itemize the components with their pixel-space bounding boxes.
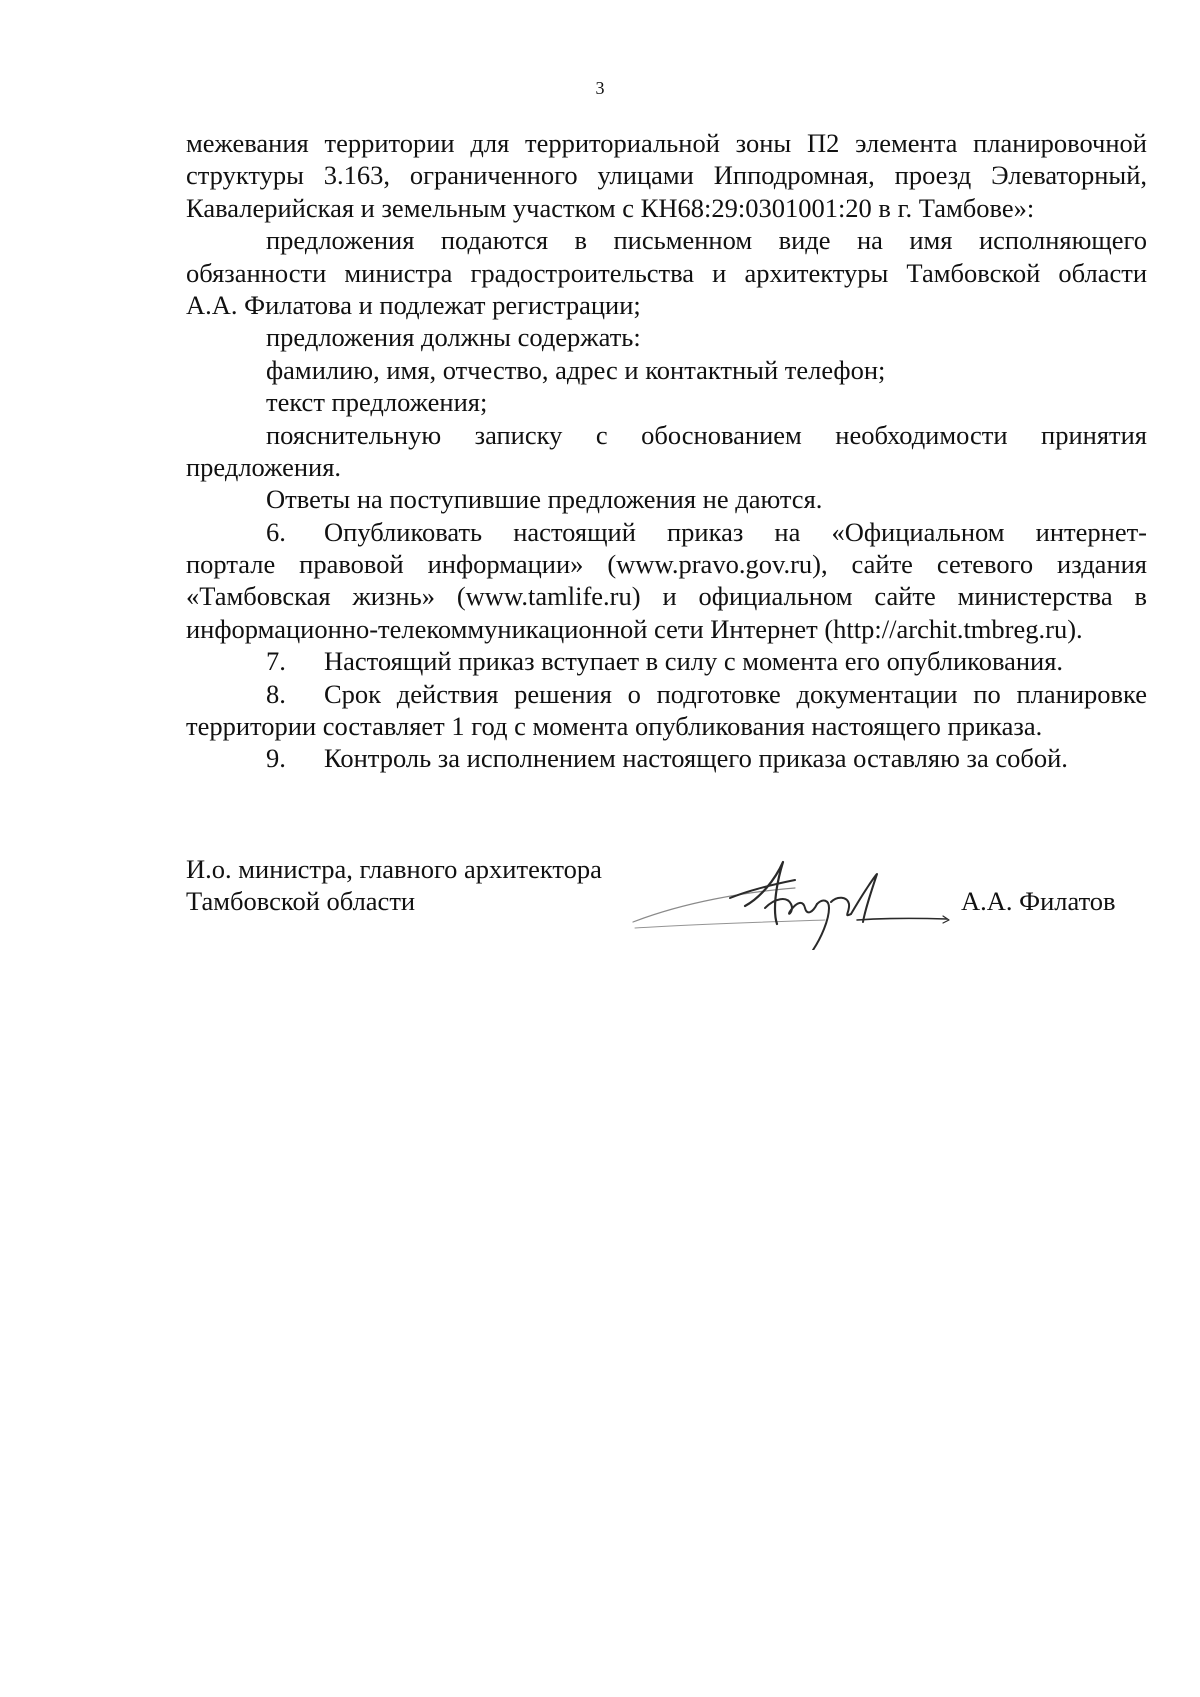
text-line: Опубликовать настоящий приказ на «Официальном интернет-	[324, 516, 1147, 547]
item-number: 8.	[266, 678, 286, 709]
text-line: структуры 3.163, ограниченного улицами Ипподромная, проезд Элеваторный,	[186, 160, 1147, 191]
page-number: 3	[595, 78, 605, 98]
numbered-item-6	[186, 516, 1147, 548]
item-number: 9.	[266, 743, 286, 774]
signatory-title-line: Тамбовской области	[186, 886, 416, 917]
text-line: информационно-телекоммуникационной сети Интернет (http://archit.tmbreg.ru).	[186, 613, 1083, 644]
text-line: Срок действия решения о подготовке документации по планировке	[324, 678, 1147, 709]
text-line: Контроль за исполнением настоящего приказа оставляю за собой.	[324, 743, 1068, 774]
numbered-item-9	[186, 742, 1147, 774]
signatory-title	[186, 853, 602, 918]
text-line: обязанности министра градостроительства и архитектуры Тамбовской области	[186, 257, 1147, 288]
text-line: Кавалерийская и земельным участком с КН68:29:0301001:20 в г. Тамбове»:	[186, 192, 1035, 223]
signatory-name: А.А. Филатов	[961, 886, 1116, 916]
text-line: пояснительную записку с обоснованием необходимости принятия	[266, 419, 1147, 450]
handwritten-signature	[625, 840, 955, 950]
text-line: «Тамбовская жизнь» (www.tamlife.ru) и официальном сайте министерства в	[186, 581, 1147, 612]
signatory-title-line: И.о. министра, главного архитектора	[186, 854, 602, 884]
text-line: текст предложения;	[266, 387, 488, 418]
text-line: фамилию, имя, отчество, адрес и контактный телефон;	[266, 354, 886, 385]
text-line: Настоящий приказ вступает в силу с момента его опубликования.	[324, 646, 1064, 677]
numbered-item-8	[186, 678, 1147, 710]
text-line: предложения подаются в письменном виде на имя исполняющего	[266, 225, 1147, 256]
numbered-item-7	[186, 645, 1147, 677]
item-number: 7.	[266, 646, 286, 677]
text-line: предложения.	[186, 451, 342, 482]
text-line: межевания территории для территориальной зоны П2 элемента планировочной	[186, 128, 1147, 158]
document-body	[186, 127, 1147, 775]
text-line: территории составляет 1 год с момента опубликования настоящего приказа.	[186, 711, 1043, 742]
text-line: предложения должны содержать:	[266, 322, 641, 353]
text-line: А.А. Филатова и подлежат регистрации;	[186, 289, 641, 320]
text-line: Ответы на поступившие предложения не даются.	[266, 484, 823, 515]
item-number: 6.	[266, 516, 286, 547]
text-line: портале правовой информации» (www.pravo.gov.ru), сайте сетевого издания	[186, 549, 1147, 580]
